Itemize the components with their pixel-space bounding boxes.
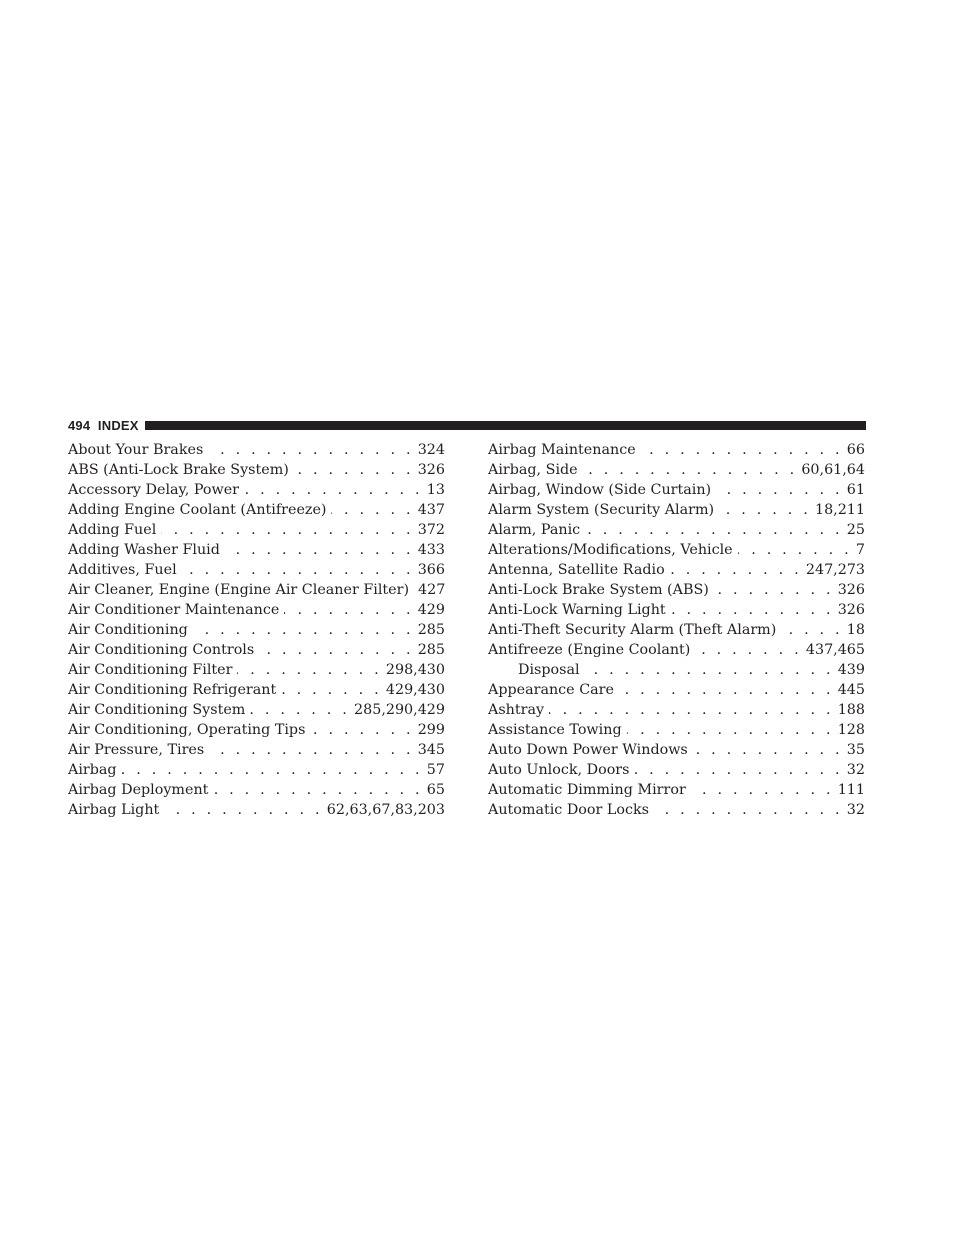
index-entry [488,640,865,660]
dot-leader [237,660,381,680]
index-entry [68,500,445,520]
index-entry [68,680,445,700]
index-term: Airbag Maintenance [488,442,636,458]
index-entry [488,560,865,580]
dot-leader [284,600,413,620]
index-pages: 427 [418,582,445,598]
dot-leader [619,680,834,700]
index-pages: 285,290,429 [354,702,445,718]
dot-leader [281,680,382,700]
index-term: Air Conditioning System [68,702,246,718]
index-pages: 285 [417,642,445,658]
index-pages: 13 [426,482,445,498]
index-pages: 128 [837,722,865,738]
dot-leader [781,620,842,640]
dot-leader [693,740,843,760]
index-entry [68,520,445,540]
index-pages: 372 [417,522,445,538]
index-term: Alterations/Modifications, Vehicle [488,542,733,558]
index-term: Adding Engine Coolant (Antifreeze) [68,502,327,518]
index-term: Ashtray [488,702,545,718]
dot-leader [225,540,414,560]
index-entry [488,740,865,760]
index-pages: 429,430 [385,682,445,698]
dot-leader [691,780,834,800]
index-pages: 65 [426,782,445,798]
index-pages: 285 [417,622,445,638]
index-entry [68,740,445,760]
index-column-right [488,440,865,820]
header-rule [145,421,866,430]
index-term: Air Pressure, Tires [68,742,205,758]
index-term: About Your Brakes [68,442,204,458]
dot-leader [244,480,423,500]
index-term: Anti-Lock Warning Light [488,602,666,618]
index-pages: 299 [417,722,445,738]
page-header [68,416,866,434]
index-term: Antenna, Satellite Radio [488,562,665,578]
index-pages: 345 [417,742,445,758]
index-entry [488,800,865,820]
index-pages: 326 [417,462,445,478]
index-pages: 62,63,67,83,203 [326,802,445,818]
index-pages: 433 [417,542,445,558]
index-pages: 60,61,64 [801,462,865,478]
index-term: Airbag [68,762,117,778]
index-pages: 7 [855,542,865,558]
index-entry [68,620,445,640]
index-entry [488,440,865,460]
dot-leader [331,500,413,520]
index-entry [488,760,865,780]
index-entry [488,540,865,560]
index-pages: 111 [837,782,865,798]
index-entry [68,460,445,480]
index-term: Airbag, Window (Side Curtain) [488,482,712,498]
dot-leader [654,800,843,820]
index-entry [488,600,865,620]
page-header-label [68,418,139,433]
index-entry [488,680,865,700]
index-subentry [488,660,865,680]
index-pages: 18 [846,622,865,638]
index-pages: 326 [837,602,865,618]
dot-leader [182,560,414,580]
index-pages: 366 [417,562,445,578]
dot-leader [161,520,413,540]
index-term: Anti-Lock Brake System (ABS) [488,582,709,598]
index-term: Air Conditioning Filter [68,662,233,678]
index-term: Airbag Light [68,802,160,818]
index-term: Accessory Delay, Power [68,482,240,498]
index-term: Airbag, Side [488,462,578,478]
index-entry [68,720,445,740]
index-pages: 18,211 [814,502,865,518]
dot-leader [671,600,834,620]
dot-leader [310,720,413,740]
index-entry [488,500,865,520]
index-pages: 66 [846,442,865,458]
index-pages: 25 [846,522,865,538]
index-entry [488,520,865,540]
index-pages: 437 [417,502,445,518]
index-pages: 32 [846,802,865,818]
index-entry [68,600,445,620]
index-term: Additives, Fuel [68,562,177,578]
index-term: Air Conditioning Controls [68,642,255,658]
index-pages: 439 [837,662,865,678]
index-term: Automatic Dimming Mirror [488,782,686,798]
index-entry [488,480,865,500]
index-term: Disposal [518,662,580,678]
dot-leader [208,440,413,460]
index-pages: 437,465 [805,642,865,658]
index-entry [68,480,445,500]
dot-leader [627,720,834,740]
dot-leader [164,800,322,820]
dot-leader [695,640,801,660]
index-term: Assistance Towing [488,722,622,738]
page-number: 494 [68,417,91,433]
index-term: ABS (Anti-Lock Brake System) [68,462,289,478]
index-entry [68,780,445,800]
index-pages: 57 [426,762,445,778]
section-title: INDEX [97,417,139,433]
index-pages: 35 [846,742,865,758]
dot-leader [585,660,834,680]
index-term: Adding Fuel [68,522,157,538]
index-pages: 298,430 [385,662,445,678]
dot-leader [549,700,834,720]
dot-leader [213,780,422,800]
dot-leader [641,440,843,460]
index-term: Auto Down Power Windows [488,742,688,758]
dot-leader [209,740,414,760]
index-term: Air Conditioning [68,622,188,638]
index-term: Adding Washer Fluid [68,542,220,558]
index-pages: 247,273 [805,562,865,578]
index-entry [488,580,865,600]
index-term: Alarm, Panic [488,522,581,538]
index-entry [68,800,445,820]
index-pages: 188 [837,702,865,718]
dot-leader [634,760,842,780]
index-entry [68,560,445,580]
index-column-left [68,440,445,820]
index-pages: 445 [837,682,865,698]
index-pages: 324 [417,442,445,458]
dot-leader [259,640,413,660]
dot-leader [714,580,834,600]
index-pages: 61 [846,482,865,498]
dot-leader [193,620,414,640]
index-term: Auto Unlock, Doors [488,762,630,778]
index-entry [68,700,445,720]
dot-leader [738,540,852,560]
dot-leader [585,520,843,540]
dot-leader [583,460,798,480]
index-term: Automatic Door Locks [488,802,650,818]
index-term: Air Conditioning, Operating Tips [68,722,306,738]
index-term: Antifreeze (Engine Coolant) [488,642,691,658]
dot-leader [122,760,423,780]
dot-leader [719,500,811,520]
dot-leader [716,480,843,500]
index-entry [68,660,445,680]
index-term: Airbag Deployment [68,782,209,798]
dot-leader [250,700,350,720]
dot-leader [294,460,414,480]
index-entry [488,780,865,800]
index-entry [488,460,865,480]
index-term: Anti-Theft Security Alarm (Theft Alarm) [488,622,777,638]
index-pages: 32 [846,762,865,778]
index-entry [68,760,445,780]
index-term: Alarm System (Security Alarm) [488,502,715,518]
index-term: Air Conditioner Maintenance [68,602,280,618]
index-entry [68,580,445,600]
index-entry [68,640,445,660]
index-term: Appearance Care [488,682,614,698]
index-entry [68,440,445,460]
index-entry [488,620,865,640]
index-entry [488,700,865,720]
index-entry [68,540,445,560]
index-pages: 429 [417,602,445,618]
index-term: Air Conditioning Refrigerant [68,682,277,698]
index-entry [488,720,865,740]
index-pages: 326 [837,582,865,598]
index-term: Air Cleaner, Engine (Engine Air Cleaner Filter) [68,582,410,598]
dot-leader [670,560,802,580]
